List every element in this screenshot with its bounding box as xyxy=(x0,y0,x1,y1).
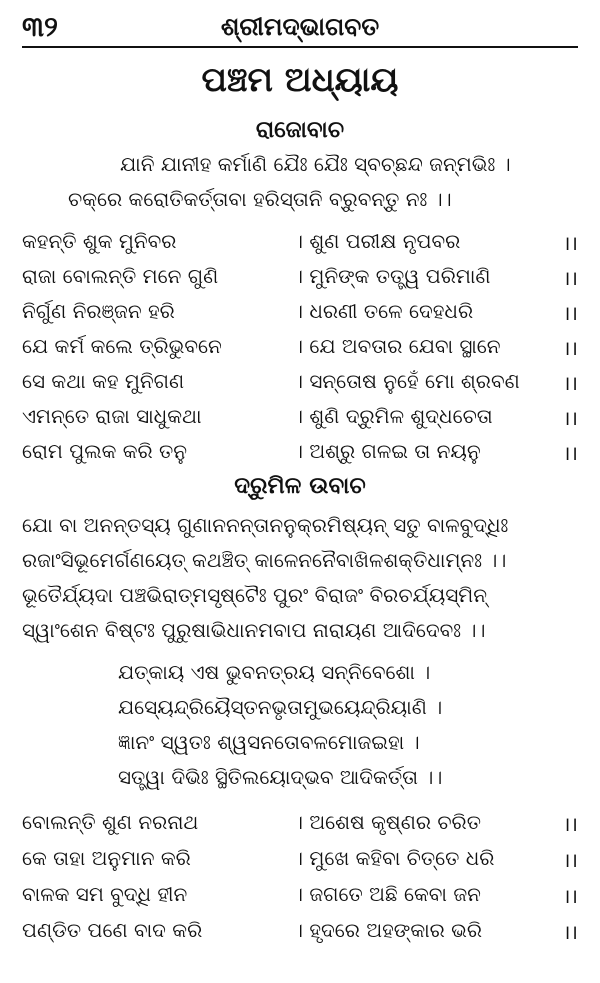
couplet-first-half: ରାଜା ବୋଲନ୍ତି ମନେ ଗୁଣି xyxy=(22,264,219,288)
couplet-second-half: । ହୃଦରେ ଅହଙ୍କାର ଭରି xyxy=(294,918,483,942)
couplet-first-half: ନିର୍ଗୁଣ ନିରଞ୍ଜନ ହରି xyxy=(22,299,175,323)
couplet-end-mark: ।। xyxy=(562,336,578,360)
couplet-line xyxy=(22,264,578,292)
sanskrit-verse-line: ଯତ୍କାୟ ଏଷ ଭୁବନତ୍ରୟ ସନ୍ନିବେଶୋ । xyxy=(118,660,431,684)
sanskrit-prose-line: ଯୋ ବା ଅନନ୍ତସ୍ୟ ଗୁଣାନନନ୍ତାନନୁକ୍ରମିଷ୍ୟନ୍ ସତୁ ବାଳବୁଦ୍ଧିଃ xyxy=(22,513,509,537)
running-title: ଶ୍ରୀମଦ୍ଭାଗବତ xyxy=(220,12,380,41)
couplet-end-mark: ।। xyxy=(562,231,578,255)
couplet-line xyxy=(22,369,578,397)
couplet-second-half: । ମୁନିଙ୍କ ତତ୍ତ୍ୱ ପରିମାଣି xyxy=(294,264,491,288)
couplet-end-mark: ।। xyxy=(562,301,578,325)
couplet-second-half: । ଧରଣୀ ତଳେ ଦେହଧରି xyxy=(294,299,474,323)
couplet-second-half: । ସନ୍ତୋଷ ନୁହେଁ ମୋ ଶ୍ରବଣ xyxy=(294,369,520,393)
couplet-line xyxy=(22,439,578,467)
sanskrit-prose-line: ରଜାଂସିଭୂମେର୍ଗଣୟେତ୍ କଥଞ୍ଚିତ୍ କାଳେନନୈବାଖିଳଶକ୍ତିଧାମ୍ନଃ ।। xyxy=(22,548,507,572)
couplet-end-mark: ।। xyxy=(562,848,578,872)
couplet-first-half: ବୋଲନ୍ତି ଶୁଣ ନରନାଥ xyxy=(22,810,199,834)
sanskrit-verse-line: ସତ୍ତ୍ୱା ଦିଭିଃ ସ୍ଥିତିଲୟୋଦ୍ଭବ ଆଦିକର୍ତ୍ତା ।। xyxy=(118,765,443,789)
sanskrit-prose-line: ଭୂତୈର୍ଯ୍ୟଦା ପଞ୍ଚଭିରାତ୍ମସୃଷ୍ଟୈଃ ପୁରଂ ବିରାଜଂ ବିରଚର୍ଯ୍ୟସ୍ମିନ୍ xyxy=(22,583,487,607)
couplet-first-half: ଏମନ୍ତେ ରାଜା ସାଧୁକଥା xyxy=(22,404,202,428)
couplet-second-half: । ଯେ ଅବତାର ଯେବା ସ୍ଥାନେ xyxy=(294,334,501,358)
couplet-line xyxy=(22,846,578,874)
couplet-first-half: ରୋମ ପୁଲକ କରି ତନୁ xyxy=(22,439,188,463)
section-heading-rajobacha: ରାଜୋବାଚ xyxy=(255,117,345,143)
sanskrit-verse-line: ଚକ୍ରେ କରୋତିକର୍ତ୍ତାବା ହରିସ୍ତାନି ବ୍ରୁବନ୍ତୁ ନଃ ।। xyxy=(68,187,452,211)
couplet-line xyxy=(22,299,578,327)
couplet-first-half: କେ ତାହା ଅନୁମାନ କରି xyxy=(22,846,191,870)
couplet-second-half: । ଶୁଣି ଦ୍ରୁମିଳ ଶୁଦ୍ଧଚେତା xyxy=(294,404,493,428)
sanskrit-verse-line: ଯସ୍ୟେନ୍ଦ୍ରିୟୈସ୍ତନଭୃତାମୁଭୟେନ୍ଦ୍ରିୟାଣି । xyxy=(118,695,443,719)
header-rule xyxy=(22,46,578,48)
couplet-first-half: କହନ୍ତି ଶୁକ ମୁନିବର xyxy=(22,229,177,253)
sanskrit-verse-line: ଯାନି ଯାନୀହ କର୍ମାଣି ଯୈଃ ଯୈଃ ସ୍ବଚ୍ଛନ୍ଦ ଜନ୍ମଭିଃ । xyxy=(120,152,511,176)
couplet-second-half: । ଅଶ୍ରୁ ଗଳଇ ତା ନୟନୁ xyxy=(294,439,481,463)
couplet-second-half: । ଅଶେଷ କୃଷ୍ଣର ଚରିତ xyxy=(294,810,481,834)
sanskrit-prose-line: ସ୍ୱାଂଶେନ ବିଷ୍ଟଃ ପୁରୁଷାଭିଧାନମବାପ ନାରାୟଣ ଆଦିଦେବଃ ।। xyxy=(22,618,486,642)
couplet-line xyxy=(22,810,578,838)
page-number: ୩୨ xyxy=(22,10,58,43)
couplet-end-mark: ।। xyxy=(562,371,578,395)
section-heading-drumila-ubacha: ଦ୍ରୁମିଳ ଉବାଚ xyxy=(234,473,366,499)
couplet-end-mark: ।। xyxy=(562,920,578,944)
couplet-line xyxy=(22,404,578,432)
couplet-end-mark: ।। xyxy=(562,812,578,836)
couplet-line xyxy=(22,882,578,910)
page-header xyxy=(22,10,578,50)
couplet-second-half: । ଶୁଣ ପରୀକ୍ଷ ନୃପବର xyxy=(294,229,461,253)
couplet-first-half: ସେ କଥା କହ ମୁନିଗଣ xyxy=(22,369,185,393)
sanskrit-verse-line: ଜ୍ଞାନଂ ସ୍ୱତଃ ଶ୍ୱସନତୋବଳମୋଜଇହା । xyxy=(118,730,420,754)
couplet-end-mark: ।। xyxy=(562,406,578,430)
couplet-line xyxy=(22,918,578,946)
couplet-end-mark: ।। xyxy=(562,441,578,465)
couplet-line xyxy=(22,229,578,257)
couplet-first-half: ପଣ୍ଡିତ ପଣେ ବାଦ କରି xyxy=(22,918,203,942)
couplet-line xyxy=(22,334,578,362)
chapter-title: ପଞ୍ଚମ ଅଧ୍ୟାୟ xyxy=(201,60,399,100)
couplet-first-half: ବାଳକ ସମ ବୁଦ୍ଧି ହୀନ xyxy=(22,882,188,906)
couplet-first-half: ଯେ କର୍ମ କଲେ ତ୍ରିଭୁବନେ xyxy=(22,334,222,358)
couplet-second-half: । ଜଗତେ ଅଛି କେବା ଜନ xyxy=(294,882,481,906)
couplet-second-half: । ମୁଖେ କହିବା ଚିତ୍ତେ ଧରି xyxy=(294,846,495,870)
couplet-end-mark: ।। xyxy=(562,266,578,290)
couplet-end-mark: ।। xyxy=(562,884,578,908)
